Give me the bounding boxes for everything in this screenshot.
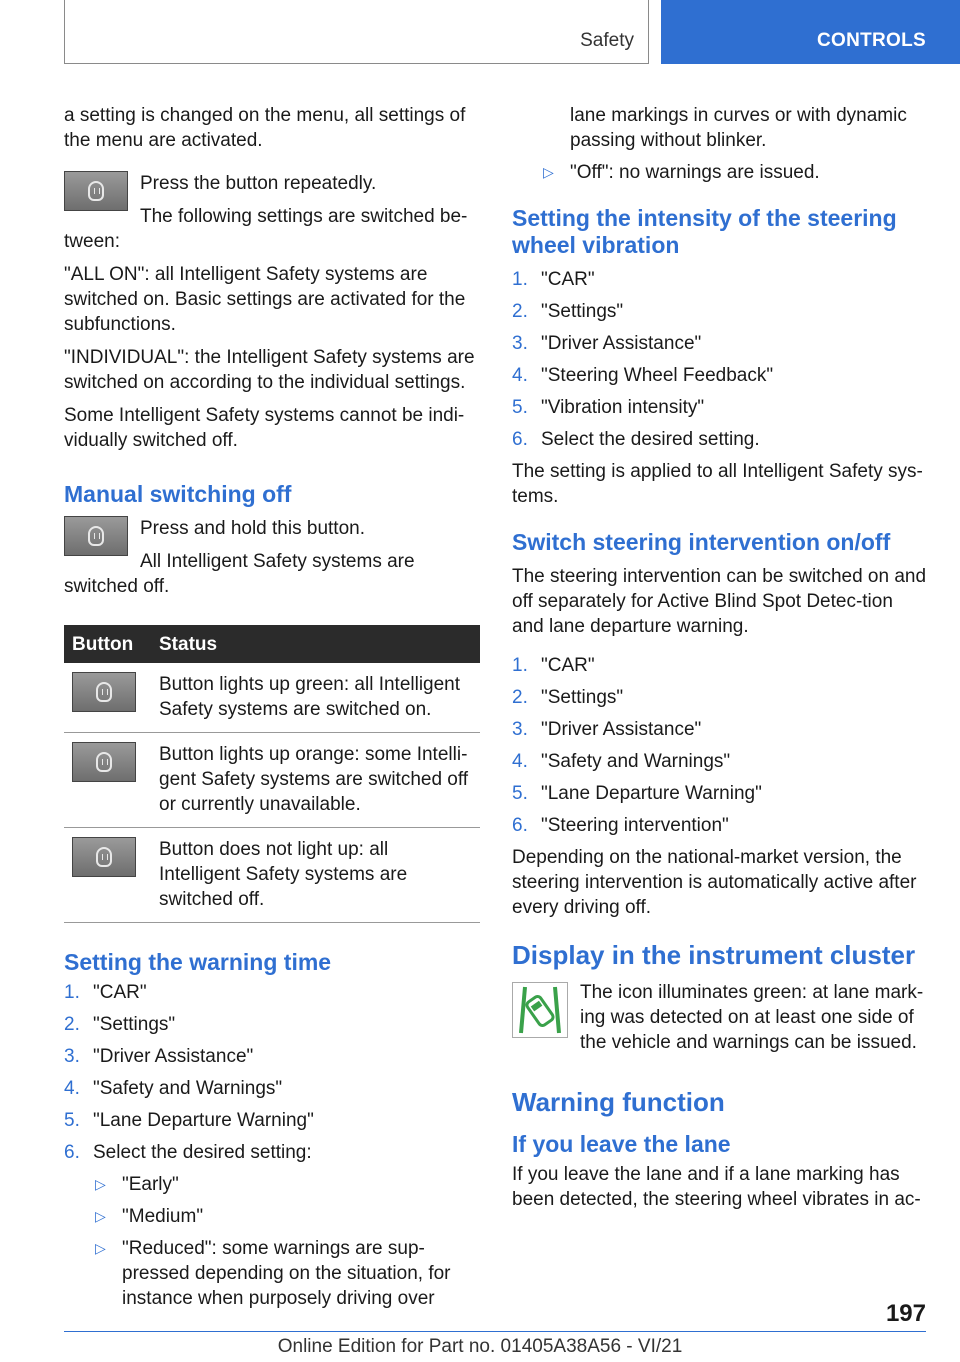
list-item: 2. "Settings" [512, 301, 624, 322]
list-item: lane markings in curves or with dynamic passing without blinker. [570, 105, 907, 151]
leave-lane-heading: If you leave the lane [512, 1131, 731, 1157]
right-column [512, 103, 928, 1220]
button-status-table [64, 625, 480, 923]
footer-divider [64, 1331, 926, 1332]
header-chapter-box [661, 0, 960, 64]
list-item: 1. "CAR" [64, 982, 147, 1003]
list-item: 3. "Driver Assistance" [64, 1046, 254, 1067]
display-cluster-heading: Display in the instrument cluster [512, 940, 916, 970]
header-chapter-title: CONTROLS [816, 30, 926, 51]
manual-switching-off-heading: Manual switching off [64, 481, 292, 507]
footer-edition: Online Edition for Part no. 01405A38A56 - VI/21 [277, 1336, 683, 1357]
list-item: ▷ "Off": no warnings are issued. [543, 162, 820, 183]
display-cluster-text: The icon illuminates green: at lane mark-ing was detected on at least one side of the vehicle and warnings can be issued. [580, 982, 924, 1053]
list-item: ▷ "Medium" [95, 1206, 204, 1227]
page-number: 197 [885, 1300, 926, 1327]
list-item: 6. "Steering intervention" [512, 815, 729, 836]
left-column [64, 103, 480, 1318]
table-header-button: Button [64, 625, 151, 663]
list-item: 1. "CAR" [512, 655, 595, 676]
safety-button-green-icon [72, 672, 136, 712]
list-item: ▷ "Early" [95, 1174, 179, 1195]
table-row [64, 733, 480, 828]
warning-options-continued [541, 103, 928, 185]
safety-button-icon [64, 516, 128, 556]
some-cannot-text: Some Intelligent Safety systems cannot be indi-vidually switched off. [64, 405, 465, 451]
list-item: 5. "Vibration intensity" [512, 397, 705, 418]
press-repeat-text: Press the button repeatedly. [140, 173, 377, 194]
header-section-title: Safety [580, 30, 634, 51]
switch-intervention-text: The steering intervention can be switched on and off separately for Active Blind Spot Detec-tion and lane departure warning. [512, 566, 927, 637]
warning-options [93, 1172, 480, 1311]
intensity-heading: Setting the intensity of the steering wheel vibration [512, 205, 897, 258]
intensity-steps [512, 267, 928, 452]
header-section-box [64, 0, 649, 64]
all-off-text: All Intelligent Safety systems are switched off. [64, 551, 415, 597]
list-item: 4. "Safety and Warnings" [512, 751, 731, 772]
switched-between-text: The following settings are switched be-tween: [64, 206, 468, 252]
safety-button-off-icon [72, 837, 136, 877]
all-on-text: "ALL ON": all Intelligent Safety systems are switched on. Basic settings are activated for the subfunctions. [64, 264, 466, 335]
intro-text: a setting is changed on the menu, all settings of the menu are activated. [64, 105, 466, 151]
table-header-status: Status [151, 625, 480, 663]
list-item: 4. "Safety and Warnings" [64, 1078, 283, 1099]
list-item: 3. "Driver Assistance" [512, 719, 702, 740]
warning-time-steps [64, 980, 480, 1311]
list-item: 5. "Lane Departure Warning" [512, 783, 762, 804]
list-item: ▷ "Reduced": some warnings are sup-pressed depending on the situation, for instance when purposely driving over [95, 1238, 451, 1309]
warning-function-heading: Warning function [512, 1087, 725, 1117]
intensity-note: The setting is applied to all Intelligent Safety sys-tems. [512, 461, 923, 507]
lane-departure-warning-icon [512, 982, 568, 1038]
list-item: 6. Select the desired setting: ▷ "Early" ▷ "Medium" ▷ "Reduced": some warnings are sup-pressed depending on the situation, for instance when purposely driving over [64, 1140, 480, 1311]
list-item: 2. "Settings" [64, 1014, 176, 1035]
list-item: 6. Select the desired setting. [512, 429, 760, 450]
warning-time-heading: Setting the warning time [64, 949, 332, 975]
individual-text: "INDIVIDUAL": the Intelligent Safety systems are switched on according to the individual settings. [64, 347, 475, 393]
switch-intervention-note: Depending on the national-market version, the steering intervention is automatically active after every driving off. [512, 847, 917, 918]
leave-lane-text: If you leave the lane and if a lane marking has been detected, the steering wheel vibrates in ac- [512, 1164, 921, 1210]
status-cell: Button lights up orange: some Intelli-gent Safety systems are switched off or currently unavailable. [151, 733, 480, 828]
safety-button-orange-icon [72, 742, 136, 782]
status-cell: Button does not light up: all Intelligent Safety systems are switched off. [151, 828, 480, 923]
list-item: 5. "Lane Departure Warning" [64, 1110, 314, 1131]
switch-intervention-steps [512, 653, 928, 838]
table-row [64, 828, 480, 923]
list-item: 3. "Driver Assistance" [512, 333, 702, 354]
switch-intervention-heading: Switch steering intervention on/off [512, 529, 891, 555]
list-item: 1. "CAR" [512, 269, 595, 290]
list-item: 2. "Settings" [512, 687, 624, 708]
safety-button-icon [64, 171, 128, 211]
list-item: 4. "Steering Wheel Feedback" [512, 365, 774, 386]
press-hold-text: Press and hold this button. [140, 518, 365, 539]
table-row [64, 663, 480, 733]
status-cell: Button lights up green: all Intelligent Safety systems are switched on. [151, 663, 480, 733]
